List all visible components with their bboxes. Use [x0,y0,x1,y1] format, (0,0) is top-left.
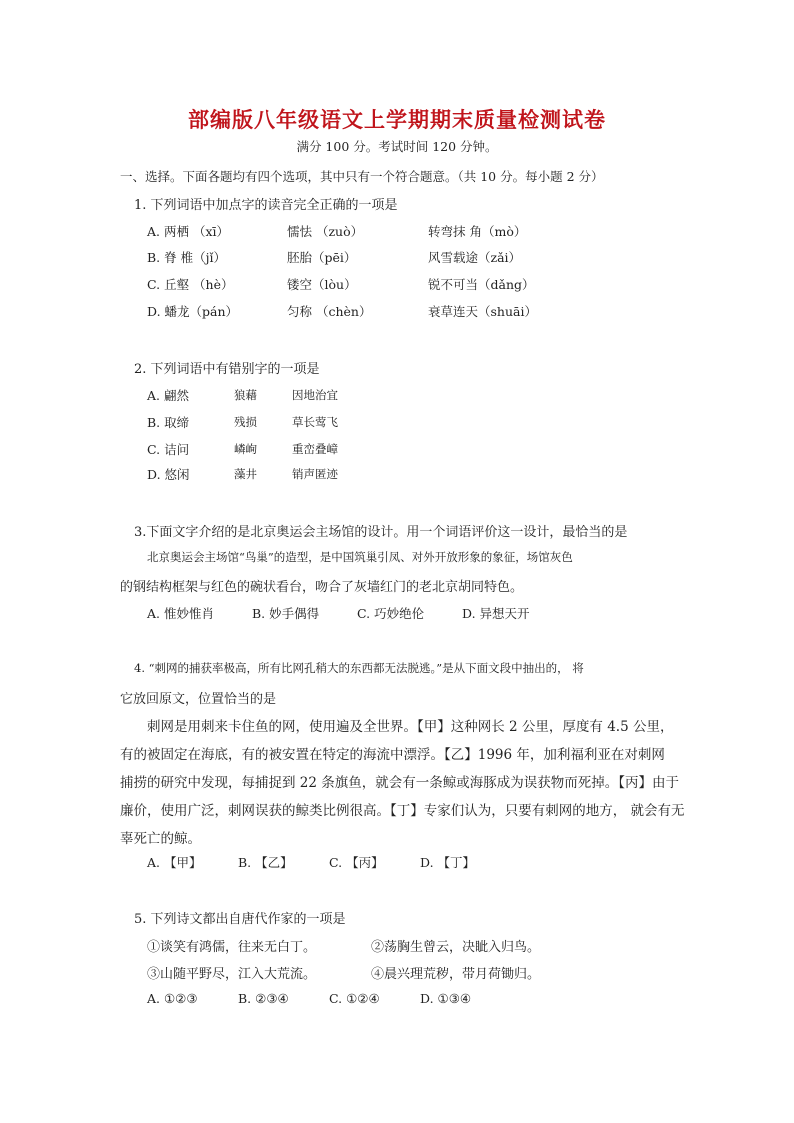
q1-option-d-3: 衰草连天（shuāi） [428,304,537,319]
q4-option-a: A. 【甲】 [147,855,202,870]
q1-option-d-2: 匀称 （chèn） [287,304,372,319]
q4-passage-line-3: 捕捞的研究中发现，每捕捉到 22 条旗鱼，就会有一条鲸或海豚成为误获物而死掉。【丙】由于 [120,775,680,791]
q2-option-a-2: 狼藉 [234,388,257,402]
q1-option-c-1: C. 丘壑 （hè） [147,277,234,292]
q4-passage-line-1: 刺网是用刺来卡住鱼的网，使用遍及全世界。【甲】这种网长 2 公里，厚度有 4.5 公里， [147,719,674,735]
question-2-stem: 2. 下列词语中有错别字的一项是 [134,362,320,377]
q5-option-d: D. ①③④ [420,991,472,1006]
q2-option-a-1: A. 翩然 [147,388,189,403]
page-title: 部编版八年级语文上学期期末质量检测试卷 [188,107,606,132]
q4-passage-line-5: 辜死亡的鲸。 [120,831,201,847]
q5-option-c: C. ①②④ [329,991,380,1006]
q1-option-a-3: 转弯抹 角（mò） [428,224,527,239]
q1-option-b-2: 胚胎（pēi） [287,250,357,265]
q5-item-4: ④晨兴理荒秽，带月荷锄归。 [371,967,541,982]
q4-option-d: D. 【丁】 [420,855,476,870]
exam-info: 满分 100 分。考试时间 120 分钟。 [296,139,498,154]
q2-option-d-3: 销声匿迹 [292,467,338,481]
q5-option-a: A. ①②③ [147,991,198,1006]
q1-option-b-1: B. 脊 椎（jǐ） [147,250,226,265]
q1-option-a-1: A. 两栖 （xī） [147,224,229,239]
q2-option-c-3: 重峦叠嶂 [292,442,338,456]
q4-passage-line-4: 廉价，使用广泛，刺网误获的鲸类比例很高。【丁】专家们认为，只要有刺网的地方， 就会有无 [120,803,685,819]
question-5-stem: 5. 下列诗文都出自唐代作家的一项是 [134,912,346,927]
q1-option-d-1: D. 蟠龙（pán） [147,304,239,319]
question-4-stem-line-2: 它放回原文，位置恰当的是 [120,692,277,707]
q5-option-b: B. ②③④ [238,991,289,1006]
q2-option-d-1: D. 悠闲 [147,467,190,482]
section-heading: 一、选择。下面各题均有四个选项，其中只有一个符合题意。（共 10 分。每小题 2 分） [120,169,604,184]
q3-option-d: D. 异想天开 [462,606,530,621]
q2-option-b-3: 草长莺飞 [292,415,338,429]
q2-option-c-1: C. 诘问 [147,442,190,457]
q2-option-b-1: B. 取缔 [147,415,190,430]
q2-option-c-2: 嶙峋 [234,442,257,456]
q2-option-a-3: 因地治宜 [292,388,338,402]
question-1-stem: 1. 下列词语中加点字的读音完全正确的一项是 [134,198,398,213]
q5-item-1: ①谈笑有鸿儒，往来无白丁。 [147,940,317,955]
q3-option-a: A. 惟妙惟肖 [147,606,214,621]
q1-option-a-2: 懦怯 （zuò） [287,224,364,239]
q1-option-c-3: 锐不可当（dǎng） [428,277,535,292]
q3-option-b: B. 妙手偶得 [252,606,320,621]
q1-option-c-2: 镂空（lòu） [287,277,357,292]
q4-option-c: C. 【丙】 [329,855,384,870]
question-4-stem: 4. “刺网的捕获率极高，所有比网孔稍大的东西都无法脱逃。”是从下面文段中抽出的， 将 [134,661,584,675]
q4-option-b: B. 【乙】 [238,855,293,870]
q2-option-d-2: 藻井 [234,467,257,481]
q2-option-b-2: 残损 [234,415,257,429]
q4-passage-line-2: 有的被固定在海底，有的被安置在特定的海流中漂浮。【乙】1996 年，加利福利亚在对刺网 [120,747,665,763]
q3-option-c: C. 巧妙绝伦 [357,606,425,621]
q1-option-b-3: 风雪载途（zǎi） [428,250,522,265]
q5-item-2: ②荡胸生曾云，决眦入归鸟。 [371,940,541,955]
question-3-stem: 3.下面文字介绍的是北京奥运会主场馆的设计。用一个词语评价这一设计，最恰当的是 [134,525,628,540]
q5-item-3: ③山随平野尽，江入大荒流。 [147,967,317,982]
q3-passage-line-1: 北京奥运会主场馆“鸟巢”的造型，是中国筑巢引凤、对外开放形象的象征，场馆灰色 [147,550,573,564]
q3-passage-line-2: 的钢结构框架与红色的碗状看台，吻合了灰墙红门的老北京胡同特色。 [120,580,524,595]
